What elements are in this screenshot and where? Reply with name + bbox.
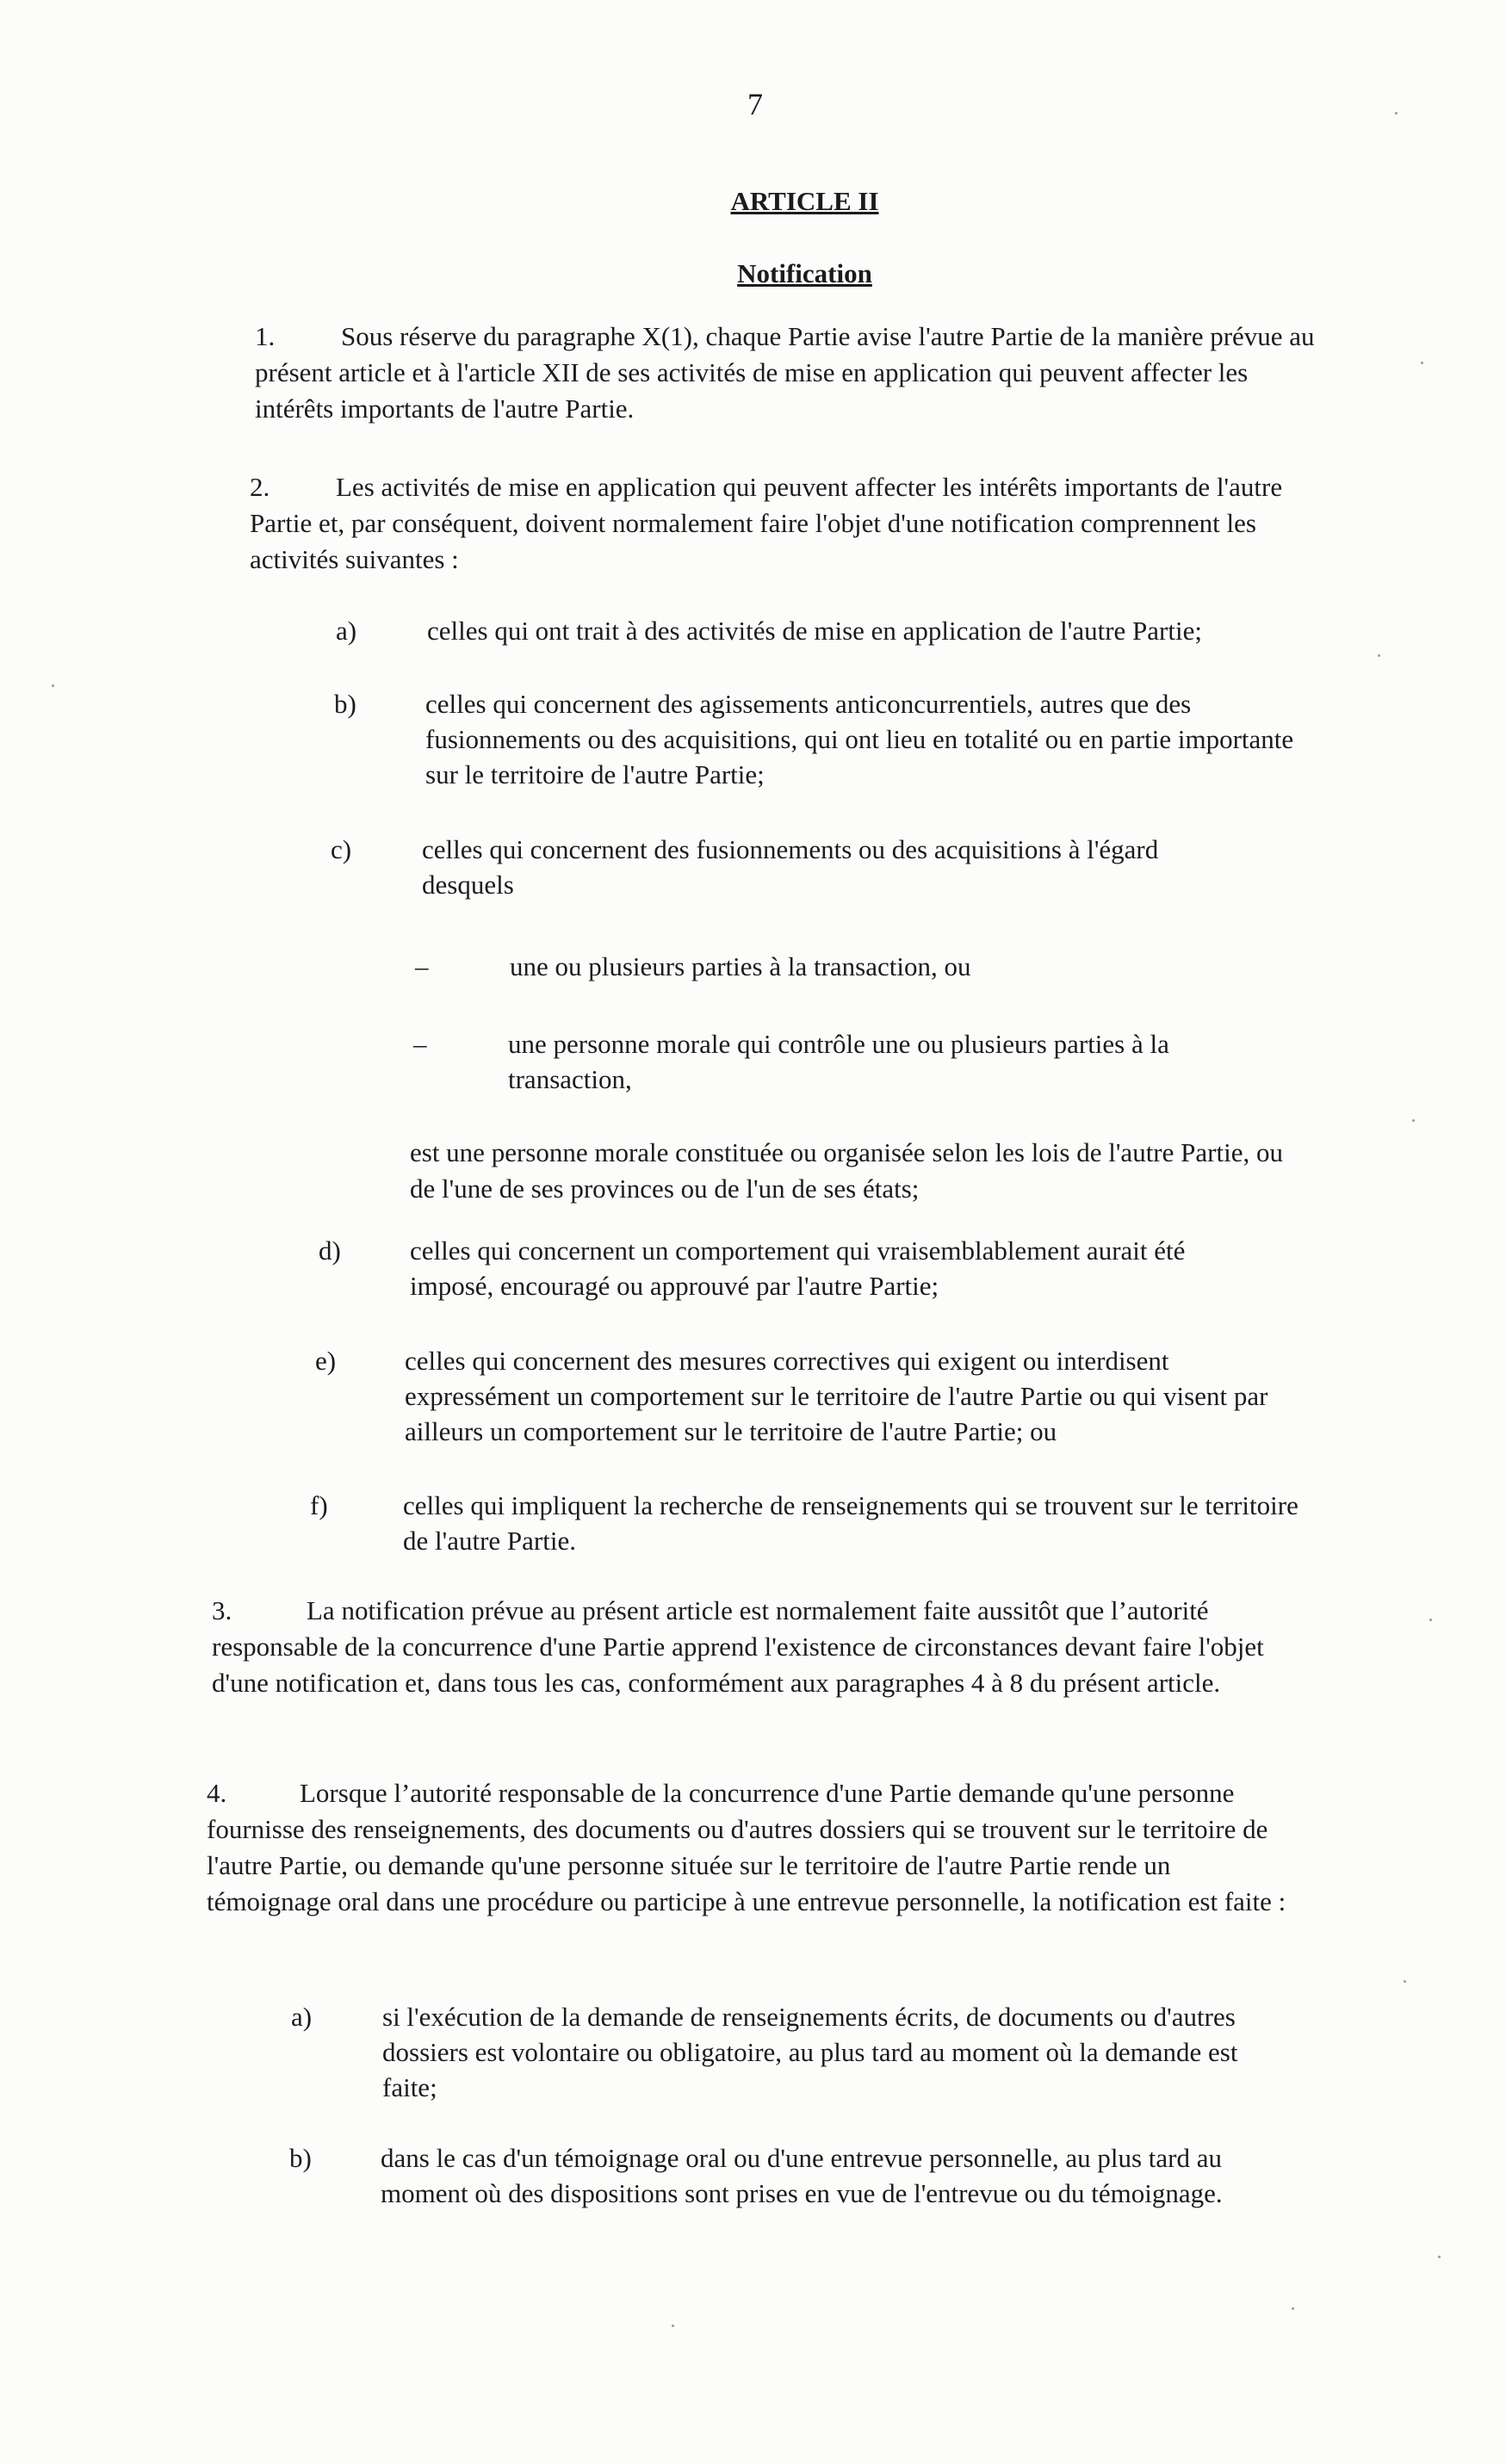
item-label: b) [334, 689, 356, 719]
scan-speck [52, 684, 54, 687]
paragraph-text: Lorsque l’autorité responsable de la concurrence d'une Partie demande qu'une personne fournisse des renseignements, des documents ou d'autres dossiers qui se trouvent sur le territoire de l'autre Partie, ou demande qu'une personne située sur le territoire de l'autre Partie rende un témoignage oral dans une procédure ou participe à une entrevue personnelle, la notification est faite : [207, 1778, 1286, 1916]
paragraph-4 [207, 1775, 1300, 1920]
item-c-continuation: est une personne morale constituée ou organisée selon les lois de l'autre Partie, ou de l'une de ses provinces ou de l'un de ses états; [410, 1137, 1283, 1204]
item-label: d) [319, 1235, 341, 1266]
section-heading: Notification [737, 258, 872, 288]
scan-speck [1395, 112, 1398, 115]
item-text: celles qui concernent un comportement qui vraisemblablement aurait été imposé, encouragé ou approuvé par l'autre Partie; [410, 1235, 1186, 1301]
item-label: a) [291, 2002, 313, 2032]
dash-text: une ou plusieurs parties à la transaction, ou [510, 951, 971, 981]
paragraph-number: 2. [250, 472, 270, 502]
scan-speck [1438, 2256, 1441, 2258]
item-text: dans le cas d'un témoignage oral ou d'une entrevue personnelle, au plus tard au moment où des dispositions sont prises en vue de l'entrevue ou du témoignage. [381, 2143, 1223, 2208]
item-label: f) [310, 1490, 328, 1520]
scan-speck [1292, 2307, 1294, 2310]
scan-speck [1429, 1619, 1432, 1621]
dash-item-2 [413, 1026, 1317, 1104]
page-number: 7 [747, 87, 763, 121]
scan-speck [672, 2325, 674, 2327]
item-label: c) [331, 834, 352, 864]
article-heading: ARTICLE II [730, 186, 879, 216]
item-label: b) [289, 2143, 312, 2173]
scan-speck [1421, 362, 1423, 364]
paragraph-text: Sous réserve du paragraphe X(1), chaque Partie avise l'autre Partie de la manière prévue au présent article et à l'article XII de ses activités de mise en application qui peuvent affecter les intérêts importants de l'autre Partie. [255, 321, 1315, 424]
paragraph-2 [250, 469, 1335, 578]
item-text: celles qui ont trait à des activités de mise en application de l'autre Partie; [427, 616, 1202, 646]
item-text: celles qui impliquent la recherche de renseignements qui se trouvent sur le territoire de l'autre Partie. [403, 1490, 1298, 1556]
item-text: celles qui concernent des mesures correctives qui exigent ou interdisent expressément un comportement sur le territoire de l'autre Partie ou qui visent par ailleurs un comportement sur le territoire de l'autre Partie; ou [405, 1346, 1268, 1446]
list-item-2a [336, 613, 1326, 652]
list-item-2d [319, 1233, 1309, 1310]
item-text: si l'exécution de la demande de renseignements écrits, de documents ou d'autres dossiers est volontaire ou obligatoire, au plus tard au moment où la demande est faite; [382, 2002, 1238, 2102]
paragraph-text: Les activités de mise en application qui peuvent affecter les intérêts importants de l'autre Partie et, par conséquent, doivent normalement faire l'objet d'une notification comprennent les activités suivantes : [250, 472, 1283, 574]
scan-speck [1378, 654, 1380, 657]
paragraph-number: 1. [255, 321, 276, 351]
paragraph-1 [255, 319, 1323, 427]
scan-speck [1404, 1980, 1406, 1983]
item-text: celles qui concernent des agissements anticoncurrentiels, autres que des fusionnements ou des acquisitions, qui ont lieu en totalité ou en partie importante sur le territoire de l'autre Partie; [425, 689, 1294, 789]
paragraph-text: La notification prévue au présent article est normalement faite aussitôt que l’autorité responsable de la concurrence d'une Partie apprend l'existence de circonstances devant faire l'objet d'une notification et, dans tous les cas, conformément aux paragraphes 4 à 8 du présent article. [212, 1595, 1264, 1698]
item-label: a) [336, 616, 357, 646]
dash-item-1 [415, 949, 1319, 987]
dash-text: une personne morale qui contrôle une ou plusieurs parties à la transaction, [508, 1029, 1169, 1094]
paragraph-3 [212, 1593, 1305, 1701]
list-item-4a [291, 1999, 1307, 2111]
list-item-2b [334, 686, 1324, 798]
list-item-2f [310, 1488, 1317, 1565]
dash-marker: – [413, 1029, 427, 1059]
dash-marker: – [415, 951, 429, 981]
paragraph-number: 4. [207, 1778, 227, 1808]
list-item-4b [289, 2140, 1305, 2252]
scan-speck [1412, 1119, 1415, 1122]
item-text: celles qui concernent des fusionnements ou des acquisitions à l'égard desquels [422, 834, 1159, 900]
list-item-2c [331, 832, 1321, 909]
list-item-2e [315, 1343, 1305, 1455]
paragraph-number: 3. [212, 1595, 232, 1625]
item-label: e) [315, 1346, 337, 1376]
